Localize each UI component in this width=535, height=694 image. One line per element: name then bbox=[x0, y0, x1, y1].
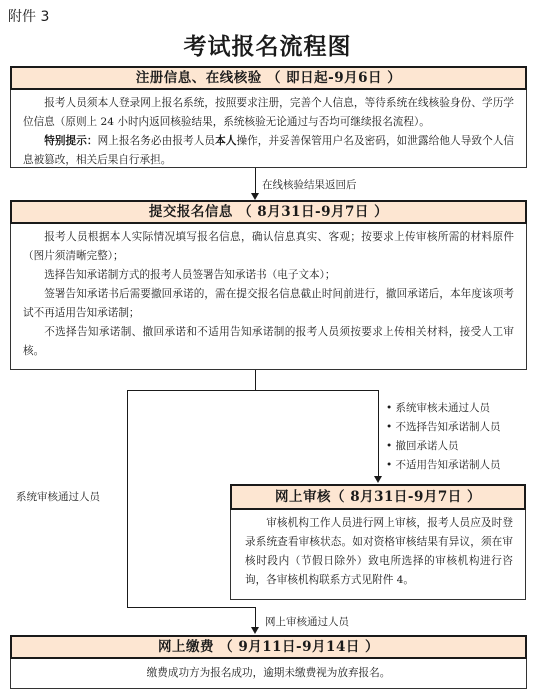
condition-item: • 不选择告知承诺制人员 bbox=[386, 418, 501, 437]
step1-body bbox=[10, 90, 527, 168]
step1-paragraph: 报考人员须本人登录网上报名系统，按照要求注册，完善个人信息，等待系统在线核验身份、学历学位信息（原则上 24 小时内返回核验结果，系统核验无论通过与否均可继续报名流程）。 bbox=[23, 97, 514, 128]
connector-line bbox=[255, 370, 256, 390]
connector-line-system-pass bbox=[127, 390, 128, 607]
step2-paragraph: 选择告知承诺制方式的报考人员签署告知承诺书（电子文本）； bbox=[44, 269, 336, 281]
page-title: 考试报名流程图 bbox=[183, 33, 352, 60]
step2-header: 提交报名信息 （ 8月31日-9月7日 ） bbox=[10, 200, 527, 224]
connector-line-system-pass bbox=[127, 607, 255, 608]
step2-paragraph: 不选择告知承诺制、撤回承诺和不适用告知承诺制的报考人员须按要求上传相关材料，接受人工审核。 bbox=[23, 326, 514, 357]
connector-label-system-pass: 系统审核通过人员 bbox=[16, 491, 100, 503]
special-note-label: 特别提示： bbox=[44, 135, 98, 147]
special-note-text-b: 操作，并妥善保管用户名及密码，如泄露给他人导致个人信息被篡改，相关后果自行承担。 bbox=[23, 135, 515, 166]
attachment-label: 附件 3 bbox=[8, 9, 50, 25]
special-note-emphasis: 本人 bbox=[215, 135, 237, 147]
step2-paragraph: 签署告知承诺书后需要撤回承诺的，需在提交报名信息截止时间前进行，撤回承诺后，本年度该项考试不再适用告知承诺制； bbox=[23, 288, 514, 319]
step4-header: 网上缴费 （ 9月11日-9月14日 ） bbox=[10, 635, 527, 659]
condition-item: • 不适用告知承诺制人员 bbox=[386, 456, 501, 475]
connector-line-manual bbox=[378, 390, 379, 476]
step3-paragraph: 审核机构工作人员进行网上审核，报考人员应及时登录系统查看审核状态。如对资格审核结果有异议，须在审核时段内（节假日除外）致电所选择的审核机构进行咨询，各审核机构联系方式见附件 4。 bbox=[245, 517, 513, 586]
connector-label-verification: 在线核验结果返回后 bbox=[262, 179, 357, 191]
step4-body bbox=[10, 659, 527, 689]
manual-review-conditions bbox=[386, 399, 501, 475]
arrow-down-icon bbox=[374, 476, 382, 483]
condition-item: • 系统审核未通过人员 bbox=[386, 399, 501, 418]
special-note-text-a: 网上报名务必由报考人员 bbox=[97, 135, 216, 147]
step1-header: 注册信息、在线核验 （ 即日起-9月6日 ） bbox=[10, 66, 527, 90]
connector-line bbox=[255, 168, 256, 193]
step3-header: 网上审核（ 8月31日-9月7日 ） bbox=[230, 484, 526, 510]
arrow-down-icon bbox=[251, 627, 259, 634]
connector-line bbox=[255, 607, 256, 627]
arrow-down-icon bbox=[251, 193, 259, 200]
step3-body bbox=[230, 510, 526, 600]
step4-paragraph: 缴费成功方为报名成功，逾期未缴费视为放弃报名。 bbox=[146, 667, 391, 679]
connector-label-manual-pass: 网上审核通过人员 bbox=[265, 616, 349, 628]
condition-item: • 撤回承诺人员 bbox=[386, 437, 501, 456]
step2-body bbox=[10, 224, 527, 370]
step2-paragraph: 报考人员根据本人实际情况填写报名信息，确认信息真实、客观；按要求上传审核所需的材料原件（图片须清晰完整）； bbox=[23, 231, 514, 262]
connector-line bbox=[127, 390, 378, 391]
step1-special-note bbox=[23, 132, 514, 170]
